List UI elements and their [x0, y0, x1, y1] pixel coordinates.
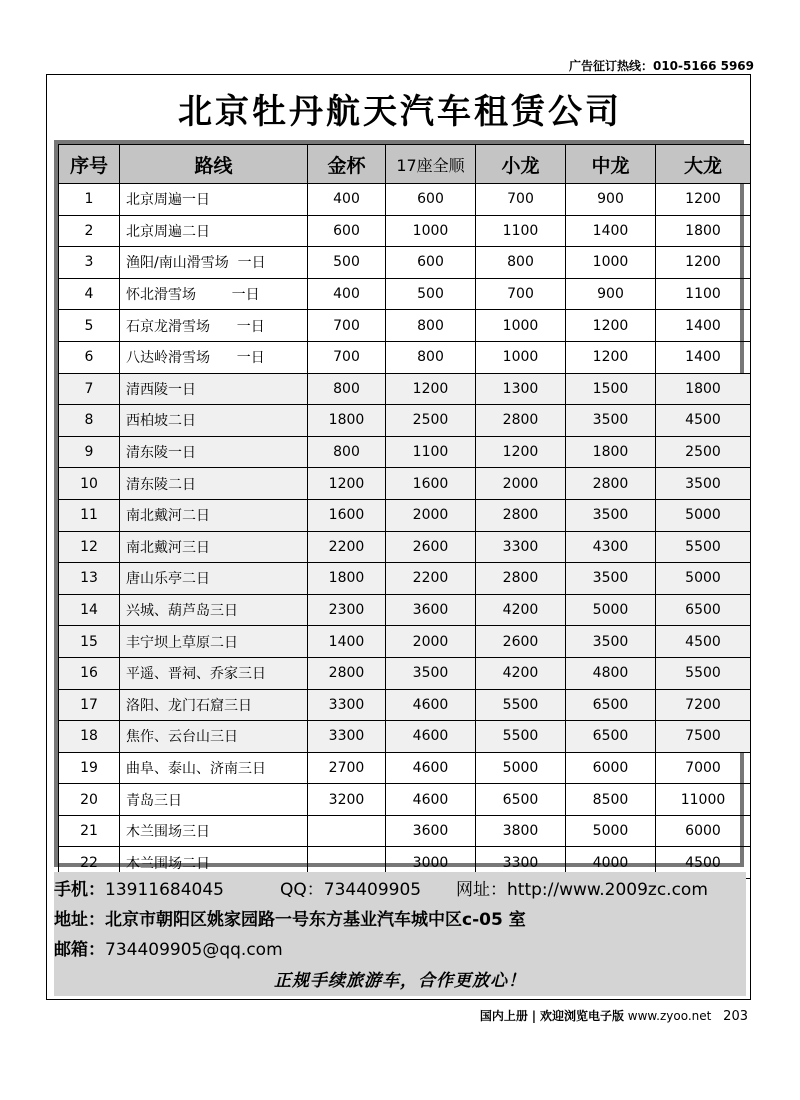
table-header-row [59, 145, 751, 184]
cell-dalong: 5000 [656, 499, 751, 531]
cell-jinbei: 2200 [308, 531, 386, 563]
email-address[interactable]: 734409905@qq.com [105, 940, 283, 960]
header-zhonglong: 中龙 [566, 145, 656, 184]
page-number: 203 [723, 1009, 748, 1024]
cell-zhonglong: 6500 [566, 689, 656, 721]
header-index: 序号 [59, 145, 120, 184]
cell-jinbei: 1400 [308, 626, 386, 658]
cell-jinbei: 400 [308, 184, 386, 216]
table-row [59, 594, 751, 626]
cell-index: 19 [59, 752, 120, 784]
cell-dalong: 1200 [656, 184, 751, 216]
cell-quanshun: 800 [386, 341, 476, 373]
cell-zhonglong: 4300 [566, 531, 656, 563]
cell-jinbei: 800 [308, 436, 386, 468]
address-label: 地址： [54, 910, 105, 930]
cell-quanshun: 3000 [386, 847, 476, 879]
cell-xiaolong: 2000 [476, 468, 566, 500]
table-row [59, 373, 751, 405]
cell-xiaolong: 3300 [476, 531, 566, 563]
table-row [59, 468, 751, 500]
cell-xiaolong: 1100 [476, 215, 566, 247]
cell-quanshun: 2500 [386, 405, 476, 437]
cell-dalong: 11000 [656, 784, 751, 816]
cell-index: 15 [59, 626, 120, 658]
cell-xiaolong: 1200 [476, 436, 566, 468]
cell-dalong: 7500 [656, 721, 751, 753]
cell-xiaolong: 2600 [476, 626, 566, 658]
cell-zhonglong: 4800 [566, 657, 656, 689]
cell-zhonglong: 3500 [566, 499, 656, 531]
table-row [59, 657, 751, 689]
cell-index: 21 [59, 815, 120, 847]
cell-zhonglong: 3500 [566, 563, 656, 595]
company-title: 北京牡丹航天汽车租赁公司 [178, 92, 622, 132]
cell-route: 石京龙滑雪场 一日 [120, 310, 308, 342]
cell-dalong: 5500 [656, 657, 751, 689]
cell-xiaolong: 5500 [476, 689, 566, 721]
price-table [58, 144, 751, 879]
footer-section: 国内上册 [479, 1009, 528, 1023]
cell-zhonglong: 5000 [566, 594, 656, 626]
table-row [59, 405, 751, 437]
table-row [59, 278, 751, 310]
cell-index: 13 [59, 563, 120, 595]
price-table-container [54, 140, 744, 872]
cell-quanshun: 3600 [386, 594, 476, 626]
cell-xiaolong: 800 [476, 247, 566, 279]
cell-route: 焦作、云台山三日 [120, 721, 308, 753]
cell-jinbei: 3300 [308, 721, 386, 753]
cell-jinbei: 700 [308, 310, 386, 342]
cell-index: 4 [59, 278, 120, 310]
cell-route: 洛阳、龙门石窟三日 [120, 689, 308, 721]
cell-jinbei: 1800 [308, 405, 386, 437]
table-row [59, 184, 751, 216]
cell-quanshun: 3500 [386, 657, 476, 689]
table-row [59, 531, 751, 563]
cell-dalong: 1200 [656, 247, 751, 279]
footer-separator: | [531, 1009, 537, 1023]
cell-xiaolong: 4200 [476, 594, 566, 626]
cell-route: 清西陵一日 [120, 373, 308, 405]
cell-route: 北京周遍二日 [120, 215, 308, 247]
cell-index: 1 [59, 184, 120, 216]
cell-dalong: 6500 [656, 594, 751, 626]
cell-dalong: 3500 [656, 468, 751, 500]
cell-xiaolong: 700 [476, 184, 566, 216]
header-quanshun: 17座全顺 [386, 145, 476, 184]
cell-xiaolong: 6500 [476, 784, 566, 816]
ad-hotline: 广告征订热线：010-5166 5969 [568, 59, 754, 73]
cell-index: 9 [59, 436, 120, 468]
cell-jinbei: 1200 [308, 468, 386, 500]
cell-quanshun: 600 [386, 247, 476, 279]
cell-index: 8 [59, 405, 120, 437]
table-row [59, 341, 751, 373]
cell-index: 3 [59, 247, 120, 279]
phone-label: 手机： [54, 880, 105, 900]
cell-quanshun: 4600 [386, 721, 476, 753]
table-row [59, 247, 751, 279]
table-row [59, 784, 751, 816]
cell-route: 怀北滑雪场 一日 [120, 278, 308, 310]
cell-quanshun: 2000 [386, 626, 476, 658]
cell-route: 青岛三日 [120, 784, 308, 816]
cell-dalong: 2500 [656, 436, 751, 468]
cell-jinbei: 700 [308, 341, 386, 373]
cell-route: 渔阳/南山滑雪场 一日 [120, 247, 308, 279]
cell-zhonglong: 1400 [566, 215, 656, 247]
cell-index: 7 [59, 373, 120, 405]
cell-dalong: 1100 [656, 278, 751, 310]
cell-zhonglong: 1200 [566, 310, 656, 342]
cell-jinbei: 400 [308, 278, 386, 310]
cell-quanshun: 2600 [386, 531, 476, 563]
cell-index: 11 [59, 499, 120, 531]
cell-route: 清东陵一日 [120, 436, 308, 468]
cell-xiaolong: 2800 [476, 563, 566, 595]
cell-route: 平遥、晋祠、乔家三日 [120, 657, 308, 689]
cell-zhonglong: 3500 [566, 626, 656, 658]
cell-dalong: 4500 [656, 847, 751, 879]
cell-index: 5 [59, 310, 120, 342]
table-row [59, 563, 751, 595]
cell-route: 木兰围场三日 [120, 815, 308, 847]
cell-quanshun: 3600 [386, 815, 476, 847]
cell-index: 10 [59, 468, 120, 500]
header-dalong: 大龙 [656, 145, 751, 184]
cell-xiaolong: 3300 [476, 847, 566, 879]
cell-dalong: 1400 [656, 341, 751, 373]
cell-xiaolong: 3800 [476, 815, 566, 847]
cell-jinbei: 600 [308, 215, 386, 247]
cell-dalong: 7200 [656, 689, 751, 721]
cell-dalong: 1400 [656, 310, 751, 342]
contact-panel [54, 872, 746, 996]
cell-dalong: 4500 [656, 626, 751, 658]
cell-index: 12 [59, 531, 120, 563]
website-label: 网址： [456, 880, 507, 900]
cell-route: 兴城、葫芦岛三日 [120, 594, 308, 626]
cell-zhonglong: 6000 [566, 752, 656, 784]
cell-dalong: 1800 [656, 373, 751, 405]
cell-index: 18 [59, 721, 120, 753]
cell-index: 6 [59, 341, 120, 373]
header-xiaolong: 小龙 [476, 145, 566, 184]
cell-quanshun: 4600 [386, 689, 476, 721]
page-footer [480, 1007, 748, 1024]
cell-jinbei: 500 [308, 247, 386, 279]
cell-quanshun: 600 [386, 184, 476, 216]
cell-route: 清东陵二日 [120, 468, 308, 500]
cell-route: 八达岭滑雪场 一日 [120, 341, 308, 373]
cell-xiaolong: 5000 [476, 752, 566, 784]
cell-xiaolong: 2800 [476, 499, 566, 531]
cell-xiaolong: 4200 [476, 657, 566, 689]
website-link[interactable]: http://www.2009zc.com [507, 880, 708, 900]
cell-route: 丰宁坝上草原二日 [120, 626, 308, 658]
table-row [59, 626, 751, 658]
cell-zhonglong: 900 [566, 278, 656, 310]
header-route: 路线 [120, 145, 308, 184]
cell-jinbei: 2300 [308, 594, 386, 626]
cell-route: 南北戴河三日 [120, 531, 308, 563]
cell-zhonglong: 3500 [566, 405, 656, 437]
footer-site[interactable]: www.zyoo.net [627, 1009, 712, 1023]
website-line [456, 875, 708, 900]
cell-zhonglong: 4000 [566, 847, 656, 879]
cell-dalong: 7000 [656, 752, 751, 784]
cell-quanshun: 1000 [386, 215, 476, 247]
cell-jinbei: 800 [308, 373, 386, 405]
cell-jinbei: 1600 [308, 499, 386, 531]
cell-zhonglong: 6500 [566, 721, 656, 753]
cell-quanshun: 800 [386, 310, 476, 342]
cell-xiaolong: 1300 [476, 373, 566, 405]
cell-xiaolong: 700 [476, 278, 566, 310]
cell-xiaolong: 2800 [476, 405, 566, 437]
cell-quanshun: 4600 [386, 752, 476, 784]
cell-jinbei: 3200 [308, 784, 386, 816]
cell-zhonglong: 5000 [566, 815, 656, 847]
cell-jinbei [308, 815, 386, 847]
cell-zhonglong: 1200 [566, 341, 656, 373]
cell-dalong: 5000 [656, 563, 751, 595]
table-row [59, 689, 751, 721]
cell-zhonglong: 900 [566, 184, 656, 216]
cell-jinbei: 2700 [308, 752, 386, 784]
address-line [54, 905, 526, 930]
table-row [59, 436, 751, 468]
cell-quanshun: 500 [386, 278, 476, 310]
email-line [54, 935, 283, 960]
table-row [59, 310, 751, 342]
email-label: 邮箱： [54, 940, 105, 960]
table-row [59, 499, 751, 531]
cell-zhonglong: 2800 [566, 468, 656, 500]
cell-xiaolong: 5500 [476, 721, 566, 753]
cell-zhonglong: 1800 [566, 436, 656, 468]
cell-xiaolong: 1000 [476, 341, 566, 373]
cell-route: 南北戴河二日 [120, 499, 308, 531]
cell-dalong: 1800 [656, 215, 751, 247]
cell-route: 北京周遍一日 [120, 184, 308, 216]
cell-index: 16 [59, 657, 120, 689]
cell-index: 17 [59, 689, 120, 721]
footer-browse: 欢迎浏览电子版 [539, 1009, 624, 1023]
cell-route: 曲阜、泰山、济南三日 [120, 752, 308, 784]
table-row [59, 815, 751, 847]
cell-route: 唐山乐亭二日 [120, 563, 308, 595]
cell-jinbei: 2800 [308, 657, 386, 689]
cell-quanshun: 2000 [386, 499, 476, 531]
slogan: 正规手续旅游车，合作更放心！ [274, 971, 526, 991]
cell-dalong: 5500 [656, 531, 751, 563]
cell-xiaolong: 1000 [476, 310, 566, 342]
cell-jinbei: 3300 [308, 689, 386, 721]
qq-number: QQ：734409905 [280, 880, 422, 900]
header-jinbei: 金杯 [308, 145, 386, 184]
cell-zhonglong: 1500 [566, 373, 656, 405]
phone-line [54, 875, 224, 900]
cell-quanshun: 4600 [386, 784, 476, 816]
cell-zhonglong: 1000 [566, 247, 656, 279]
table-row [59, 721, 751, 753]
cell-route: 西柏坡二日 [120, 405, 308, 437]
cell-index: 22 [59, 847, 120, 879]
cell-quanshun: 1600 [386, 468, 476, 500]
cell-dalong: 6000 [656, 815, 751, 847]
phone-number: 13911684045 [105, 880, 224, 900]
cell-quanshun: 1200 [386, 373, 476, 405]
cell-quanshun: 1100 [386, 436, 476, 468]
cell-jinbei: 1800 [308, 563, 386, 595]
table-row [59, 752, 751, 784]
cell-index: 20 [59, 784, 120, 816]
cell-index: 2 [59, 215, 120, 247]
cell-index: 14 [59, 594, 120, 626]
cell-quanshun: 2200 [386, 563, 476, 595]
cell-zhonglong: 8500 [566, 784, 656, 816]
cell-dalong: 4500 [656, 405, 751, 437]
table-row [59, 215, 751, 247]
cell-route: 木兰围场二日 [120, 847, 308, 879]
address-text: 北京市朝阳区姚家园路一号东方基业汽车城中区c-05 室 [105, 910, 526, 930]
